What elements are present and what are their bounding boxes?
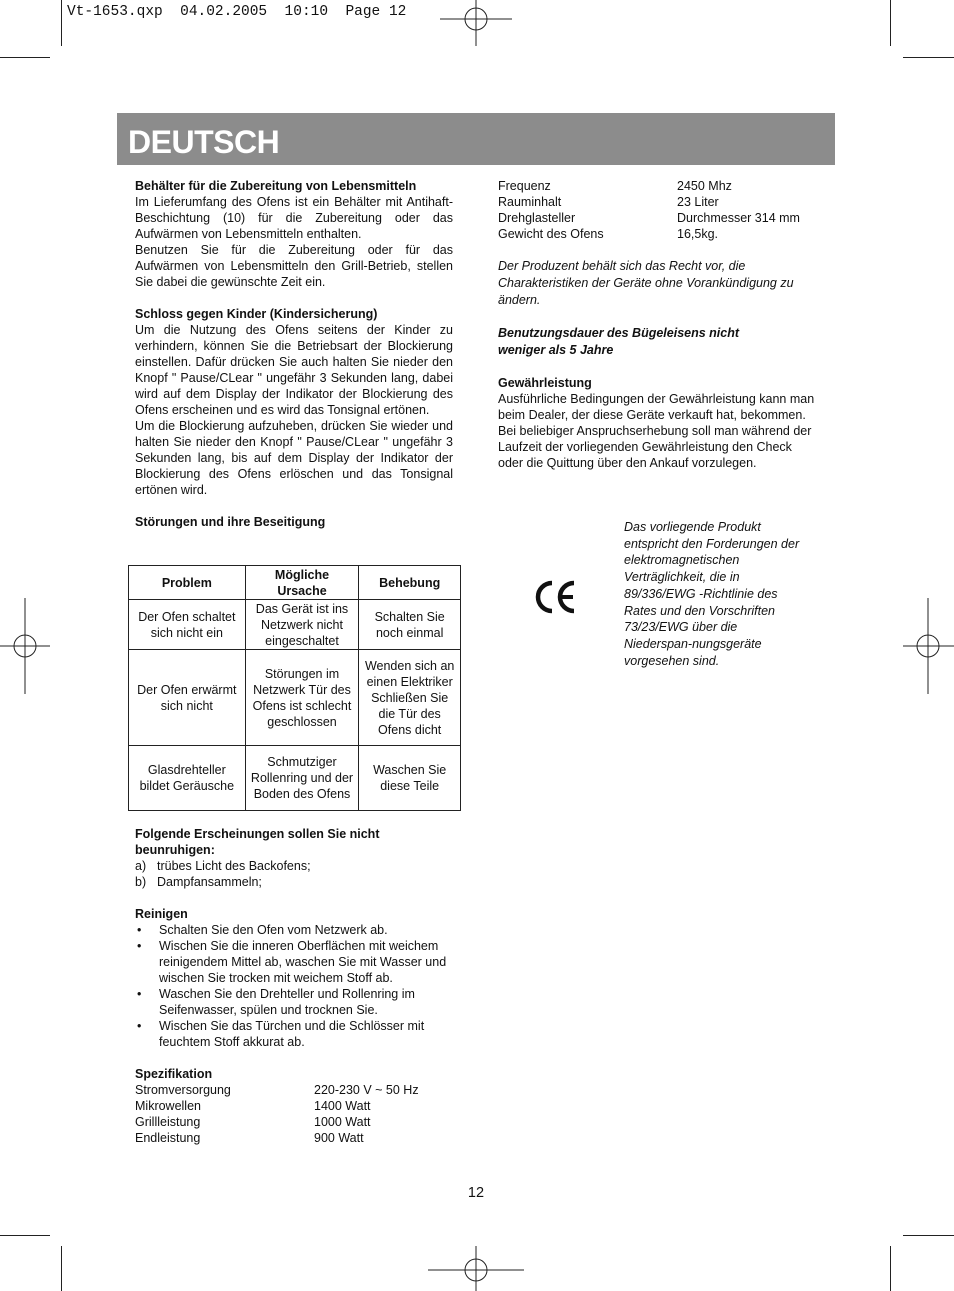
bullet-icon: • <box>137 1019 142 1033</box>
registration-mark-bottom <box>428 1246 524 1291</box>
containers-paragraph-1: Im Lieferumfang des Ofens ist ein Behälter mit Antihaft-Beschichtung (10) für die Zubereitung oder das Aufwärmen von Lebensmitteln enthalten. <box>135 195 453 241</box>
spec-value: 23 Liter <box>677 195 719 209</box>
table-cell: Störungen im Netzwerk Tür des Ofens ist schlecht geschlossen <box>245 650 359 746</box>
list-text: Wischen Sie das Türchen und die Schlösser mit feuchtem Stoff akkurat ab. <box>159 1019 425 1049</box>
bullet-icon: • <box>137 923 142 937</box>
list-item <box>135 938 455 986</box>
cleaning-heading: Reinigen <box>135 907 188 921</box>
bullet-icon: • <box>137 987 142 1001</box>
spec-row <box>135 1130 455 1146</box>
spec-value: 1000 Watt <box>314 1115 371 1129</box>
childlock-paragraph-2: Um die Blockierung aufzuheben, drücken Sie wieder und halten Sie nieder den Knopf " Pause/CLear " ungefähr 3 Sekunden lang, bis auf dem Display der Indikator der Blockierung des Ofens erlöschen und das Tonsignal ertönen wird. <box>135 419 453 497</box>
column-header: Problem <box>129 566 246 600</box>
ce-conformity-text: Das vorliegende Produkt entspricht den Forderungen der elektromagnetischen Verträglichkeit, die in 89/336/EWG -Richtlinie des Rates und den Vorschriften 73/23/EWG über die Niederspan-nungsgeräte vorgesehen sind. <box>624 520 800 668</box>
spec-row <box>135 1082 455 1098</box>
spec-key: Grillleistung <box>135 1115 201 1129</box>
spec-heading: Spezifikation <box>135 1067 213 1081</box>
containers-heading: Behälter für die Zubereitung von Lebensmitteln <box>135 179 417 193</box>
table-cell: Der Ofen erwärmt sich nicht <box>129 650 246 746</box>
list-text: Wischen Sie die inneren Oberflächen mit weichem reinigendem Mittel ab, waschen Sie mit Wasser und wischen Sie trocken mit weichem Stoff ab. <box>159 939 447 985</box>
bullet-icon: • <box>137 939 142 953</box>
table-cell: Wenden sich an einen Elektriker Schließen Sie die Tür des Ofens dicht <box>359 650 461 746</box>
spec-value: Durchmesser 314 mm <box>677 211 800 225</box>
right-column <box>498 178 816 471</box>
spec-value: 900 Watt <box>314 1131 364 1145</box>
table-cell: Waschen Sie diese Teile <box>359 746 461 811</box>
warranty-paragraph-2: Bei beliebiger Anspruchserhebung soll man während der Laufzeit der vorliegenden Gewährleistung den Check oder die Quittung über den Ankauf vorzulegen. <box>498 424 812 470</box>
lifetime-text: Benutzungsdauer des Bügeleisens nicht weniger als 5 Jahre <box>498 326 740 357</box>
table-cell: Glasdrehteller bildet Geräusche <box>129 746 246 811</box>
spec-row <box>498 178 816 194</box>
language-banner <box>117 113 835 165</box>
list-item <box>135 874 455 890</box>
spec-key: Drehglasteller <box>498 211 576 225</box>
column-header: Mögliche Ursache <box>245 566 359 600</box>
list-text: Waschen Sie den Drehteller und Rollenring im Seifenwasser, spülen und trocknen Sie. <box>159 987 415 1017</box>
troubles-heading: Störungen und ihre Beseitigung <box>135 515 326 529</box>
spec-key: Gewicht des Ofens <box>498 227 604 241</box>
warranty-paragraph-1: Ausführliche Bedingungen der Gewährleistung kann man beim Dealer, der diese Geräte verkauft hat, bekommen. <box>498 392 815 422</box>
left-column <box>135 178 453 530</box>
table-row <box>129 650 461 746</box>
list-marker: b) <box>135 875 147 889</box>
spec-row <box>498 226 816 242</box>
list-item <box>135 858 455 874</box>
list-marker: a) <box>135 859 147 873</box>
spec-key: Rauminhalt <box>498 195 562 209</box>
table-cell: Das Gerät ist ins Netzwerk nicht eingeschaltet <box>245 600 359 650</box>
table-cell: Schalten Sie noch einmal <box>359 600 461 650</box>
spec-value: 16,5kg. <box>677 227 719 241</box>
list-text: Dampfansammeln; <box>157 875 262 889</box>
table-header-row <box>129 566 461 600</box>
left-column-lower <box>135 826 455 1146</box>
list-item <box>135 986 455 1018</box>
phenomena-heading: Folgende Erscheinungen sollen Sie nicht beunruhigen: <box>135 827 380 857</box>
disclaimer-text: Der Produzent behält sich das Recht vor, die Charakteristiken der Geräte ohne Vorankündigung zu ändern. <box>498 259 794 307</box>
spec-value: 2450 Mhz <box>677 179 732 193</box>
warranty-heading: Gewährleistung <box>498 376 592 390</box>
list-text: Schalten Sie den Ofen vom Netzwerk ab. <box>159 923 388 937</box>
spec-key: Frequenz <box>498 179 551 193</box>
spec-key: Endleistung <box>135 1131 201 1145</box>
page-number: 12 <box>467 1185 485 1201</box>
spec-value: 220-230 V ~ 50 Hz <box>314 1083 419 1097</box>
spec-row <box>135 1114 455 1130</box>
table-row <box>129 600 461 650</box>
containers-paragraph-2: Benutzen Sie für die Zubereitung oder für das Aufwärmen von Lebensmitteln den Grill-Betrieb, stellen Sie dabei die gewünschte Zeit ein. <box>135 243 453 289</box>
spec-row <box>498 194 816 210</box>
table-cell: Schmutziger Rollenring und der Boden des Ofens <box>245 746 359 811</box>
spec-value: 1400 Watt <box>314 1099 371 1113</box>
spec-row <box>135 1098 455 1114</box>
troubleshooting-table <box>128 565 461 811</box>
ce-mark-icon <box>532 579 578 615</box>
banner-title: DEUTSCH <box>128 124 280 160</box>
column-header: Behebung <box>359 566 461 600</box>
table-cell: Der Ofen schaltet sich nicht ein <box>129 600 246 650</box>
list-item <box>135 922 455 938</box>
registration-mark-left <box>0 598 50 694</box>
childlock-paragraph-1: Um die Nutzung des Ofens seitens der Kinder zu verhindern, können Sie die Betriebsart der Blockierung einstellen. Dafür drücken Sie auch halten Sie nieder den Knopf " Pause/CLear " ungefähr 3 Sekunden lang, dabei wird auf dem Display der Indikator der Blockierung des Ofens erscheinen und es wird das Tonsignal ertönen. <box>135 323 453 417</box>
list-item <box>135 1018 455 1050</box>
registration-mark-right <box>903 598 954 694</box>
table-row <box>129 746 461 811</box>
registration-mark-top <box>440 0 512 46</box>
spec-row <box>498 210 816 226</box>
list-text: trübes Licht des Backofens; <box>157 859 311 873</box>
childlock-heading: Schloss gegen Kinder (Kindersicherung) <box>135 307 378 321</box>
print-header: Vt-1653.qxp 04.02.2005 10:10 Page 12 <box>67 4 407 20</box>
spec-key: Mikrowellen <box>135 1099 201 1113</box>
spec-key: Stromversorgung <box>135 1083 231 1097</box>
